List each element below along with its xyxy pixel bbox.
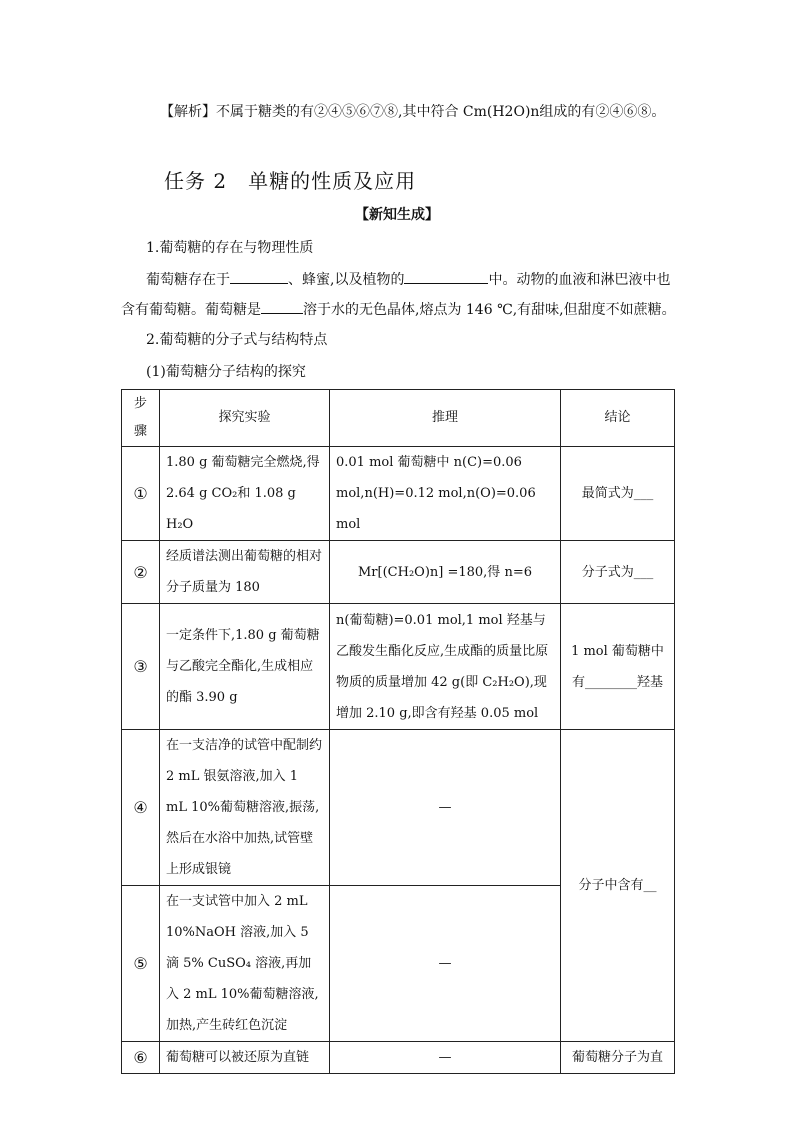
- conclusion-cell: 最简式为___: [561, 447, 675, 541]
- header-inference: 推理: [330, 390, 561, 447]
- header-experiment: 探究实验: [160, 390, 330, 447]
- inference-cell: —: [330, 1042, 561, 1074]
- table-row: [122, 730, 675, 886]
- fill-blank[interactable]: [404, 269, 488, 284]
- step-cell: ②: [122, 541, 160, 604]
- inference-cell: Mr[(CH₂O)n] =180,得 n=6: [330, 541, 561, 604]
- table-row: [122, 447, 675, 541]
- inference-cell: n(葡萄糖)=0.01 mol,1 mol 羟基与乙酸发生酯化反应,生成酯的质量比原物质的质量增加 42 g(即 C₂H₂O),现增加 2.10 g,即含有羟基 0.05 mol: [330, 604, 561, 730]
- heading-molecular-formula: 2.葡萄糖的分子式与结构特点: [146, 332, 328, 348]
- inference-cell: —: [330, 730, 561, 886]
- step-cell: ⑥: [122, 1042, 160, 1074]
- text-segment: 溶于水的无色晶体,熔点为 146 ℃,有甜味,但甜度不如蔗糖。: [303, 302, 676, 318]
- text-segment: 含有葡萄糖。葡萄糖是: [121, 302, 261, 318]
- experiment-cell: 葡萄糖可以被还原为直链: [160, 1042, 330, 1074]
- table-row: [122, 1042, 675, 1074]
- section-heading: 【新知生成】: [355, 207, 439, 223]
- conclusion-cell: 分子式为___: [561, 541, 675, 604]
- experiment-cell: 经质谱法测出葡萄糖的相对分子质量为 180: [160, 541, 330, 604]
- task-title: 任务 2 单糖的性质及应用: [164, 169, 417, 193]
- inference-cell: —: [330, 886, 561, 1042]
- header-conclusion: 结论: [561, 390, 675, 447]
- paragraph-line-1: [146, 269, 670, 290]
- conclusion-cell: 1 mol 葡萄糖中有________羟基: [561, 604, 675, 730]
- paragraph-line-2: [121, 299, 676, 320]
- experiment-table: [121, 389, 675, 1074]
- table-row: [122, 604, 675, 730]
- experiment-cell: 1.80 g 葡萄糖完全燃烧,得 2.64 g CO₂和 1.08 g H₂O: [160, 447, 330, 541]
- heading-glucose-existence: 1.葡萄糖的存在与物理性质: [146, 240, 314, 256]
- experiment-cell: 在一支洁净的试管中配制约 2 mL 银氨溶液,加入 1 mL 10%葡萄糖溶液,振荡,然后在水浴中加热,试管壁上形成银镜: [160, 730, 330, 886]
- header-step: 步骤: [122, 390, 160, 447]
- fill-blank[interactable]: [261, 299, 303, 314]
- text-segment: 、蜂蜜,以及植物的: [288, 272, 405, 288]
- table-row: [122, 541, 675, 604]
- step-cell: ①: [122, 447, 160, 541]
- step-cell: ④: [122, 730, 160, 886]
- experiment-cell: 一定条件下,1.80 g 葡萄糖与乙酸完全酯化,生成相应的酯 3.90 g: [160, 604, 330, 730]
- inference-cell: 0.01 mol 葡萄糖中 n(C)=0.06 mol,n(H)=0.12 mol,n(O)=0.06 mol: [330, 447, 561, 541]
- step-cell: ⑤: [122, 886, 160, 1042]
- heading-structure-exploration: (1)葡萄糖分子结构的探究: [146, 364, 306, 380]
- text-segment: 葡萄糖存在于: [146, 272, 230, 288]
- conclusion-cell: 葡萄糖分子为直: [561, 1042, 675, 1074]
- fill-blank[interactable]: [230, 269, 288, 284]
- text-segment: 中。动物的血液和淋巴液中也: [488, 272, 671, 288]
- table-header-row: [122, 390, 675, 447]
- step-cell: ③: [122, 604, 160, 730]
- conclusion-cell: 分子中含有__: [561, 730, 675, 1042]
- experiment-cell: 在一支试管中加入 2 mL 10%NaOH 溶液,加入 5 滴 5% CuSO₄ 溶液,再加入 2 mL 10%葡萄糖溶液,加热,产生砖红色沉淀: [160, 886, 330, 1042]
- analysis-text: 【解析】不属于糖类的有②④⑤⑥⑦⑧,其中符合 Cm(H2O)n组成的有②④⑥⑧。: [160, 104, 666, 120]
